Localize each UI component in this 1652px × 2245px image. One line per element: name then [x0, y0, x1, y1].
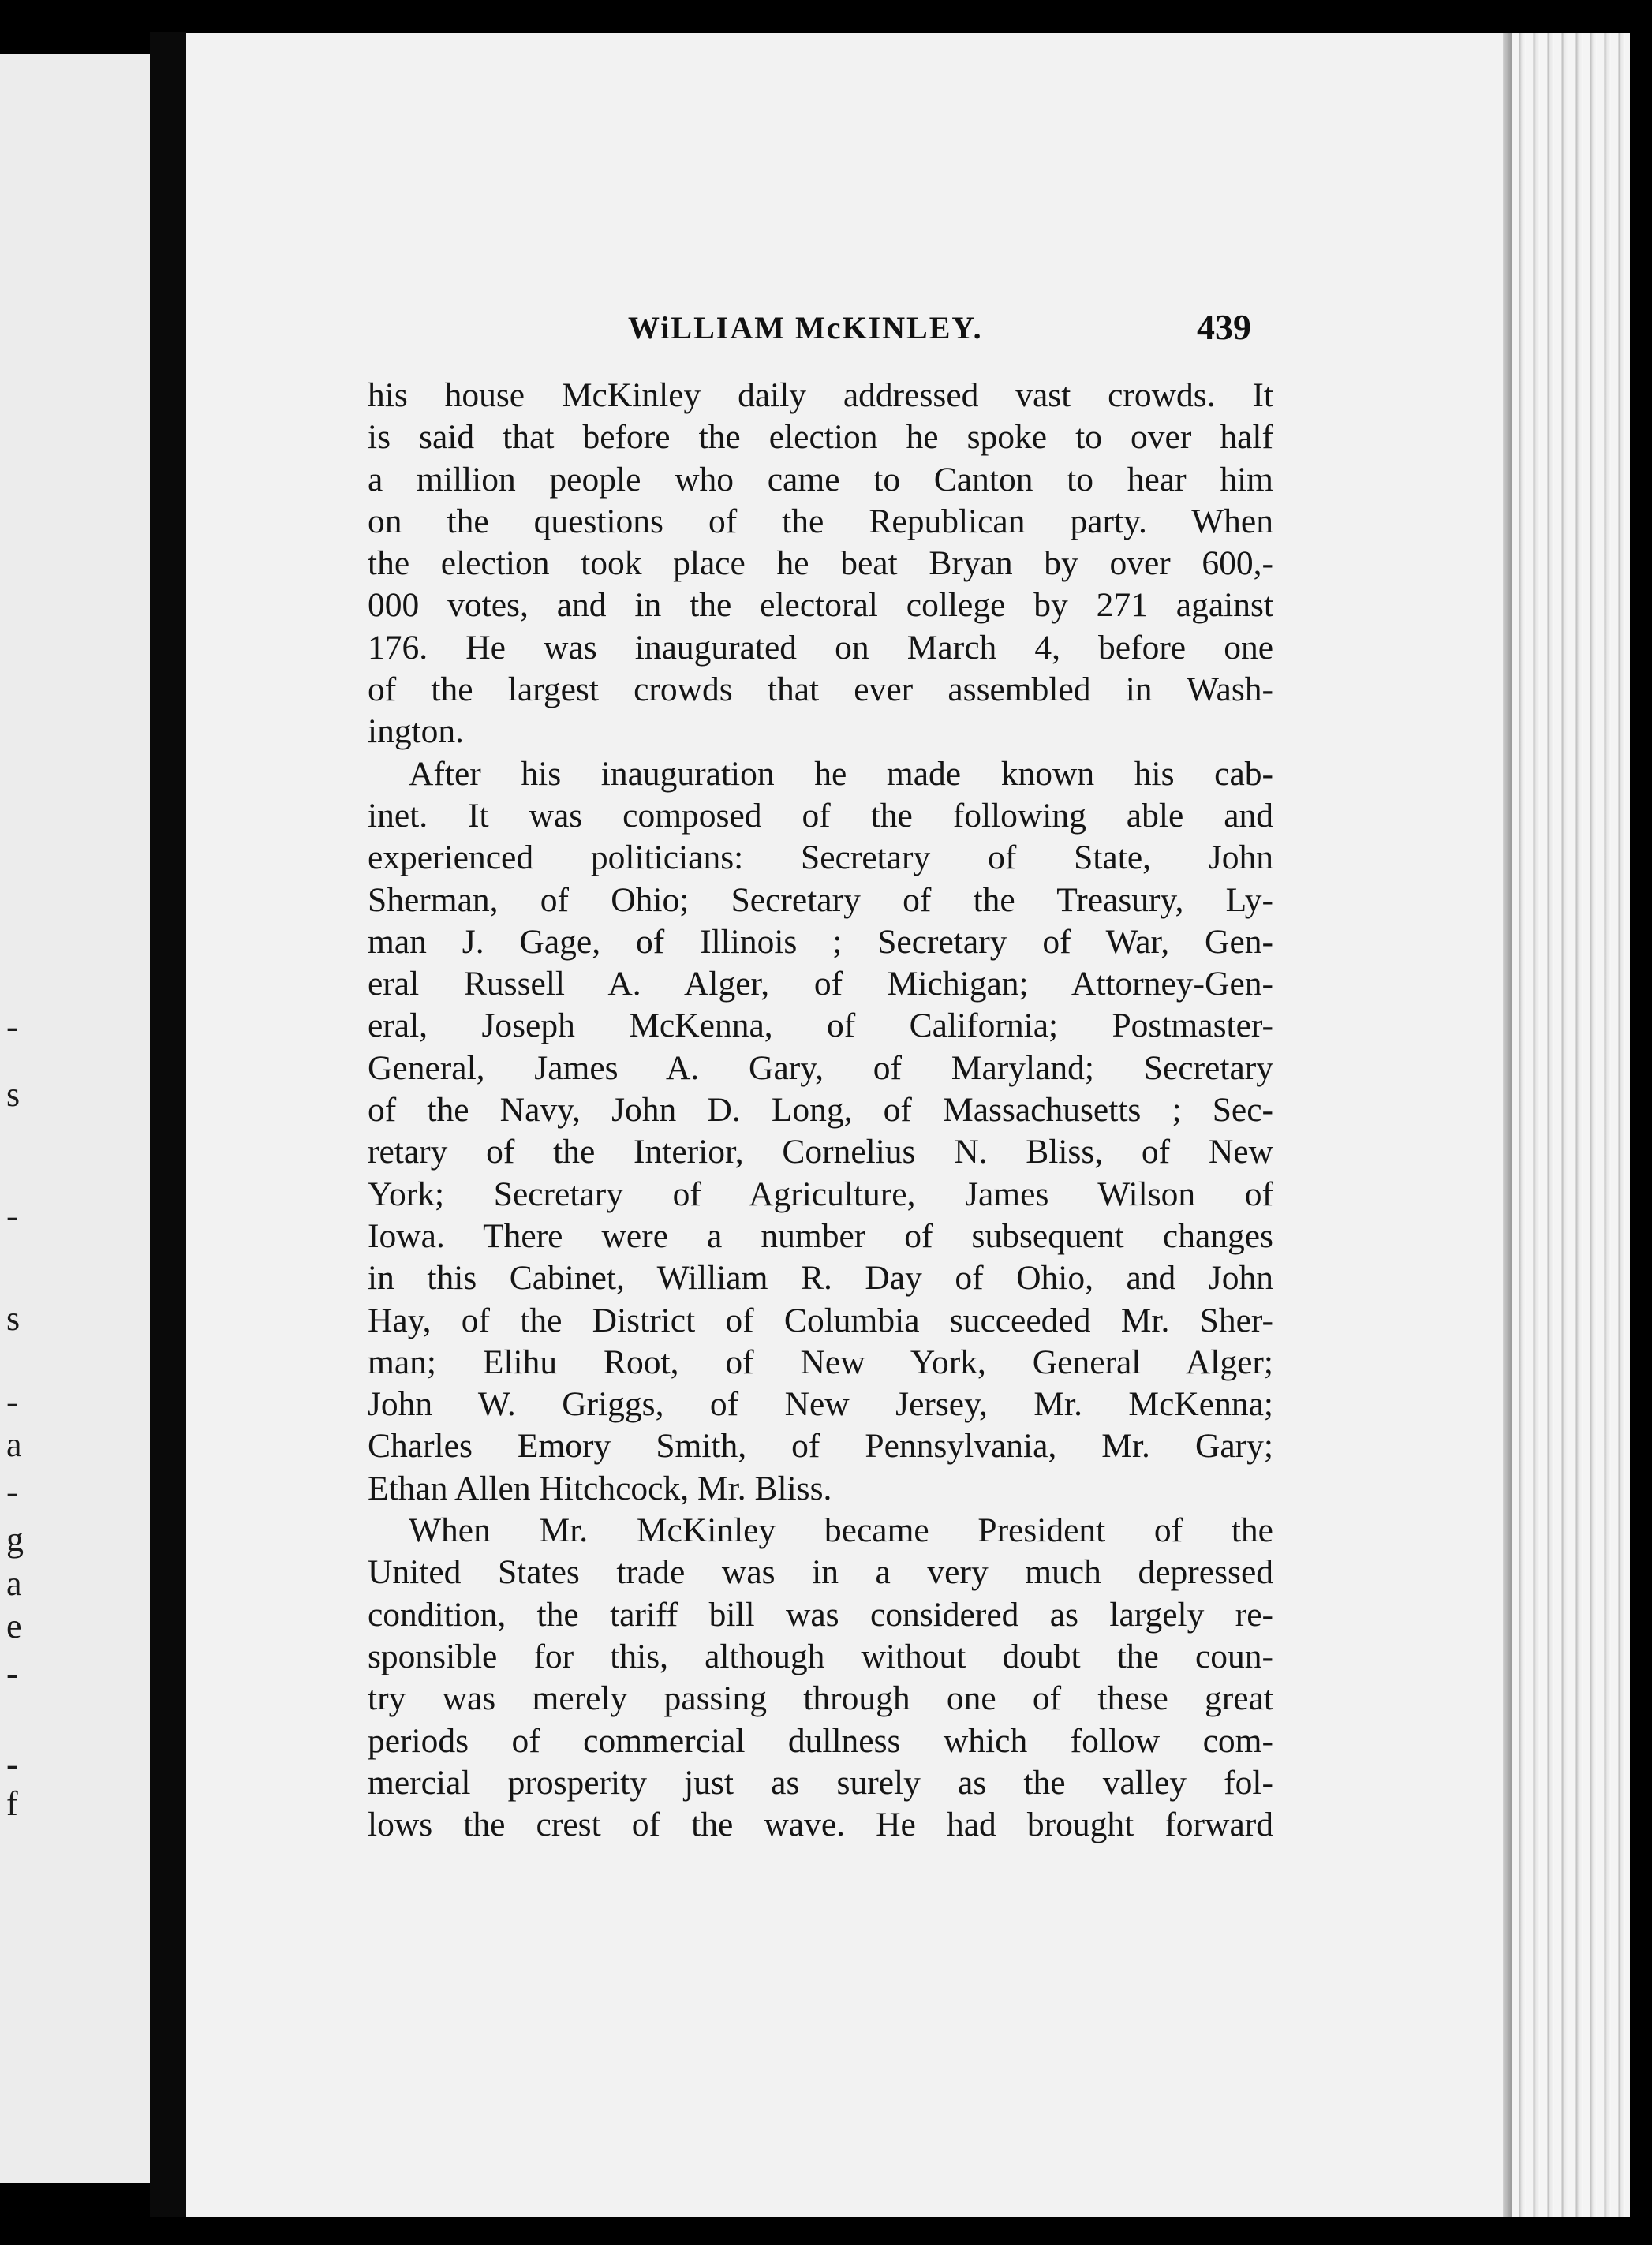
facing-page-mark: - — [6, 1745, 18, 1784]
facing-page-mark: f — [6, 1784, 18, 1823]
text-line: try was merely passing through one of these great — [368, 1679, 1273, 1718]
facing-page-mark: - — [6, 1197, 18, 1235]
text-line: periods of commercial dullness which follow com- — [368, 1721, 1273, 1760]
text-line: Ethan Allen Hitchcock, Mr. Bliss. — [368, 1469, 832, 1507]
text-line: man; Elihu Root, of New York, General Alger; — [368, 1343, 1273, 1381]
text-line: Hay, of the District of Columbia succeeded Mr. Sher- — [368, 1301, 1273, 1339]
facing-page-mark: - — [6, 1473, 18, 1511]
text-line: United States trade was in a very much depressed — [368, 1553, 1273, 1592]
facing-page-mark: a — [6, 1425, 22, 1464]
text-line: When Mr. McKinley became President of the — [409, 1511, 1273, 1550]
paragraph-2 — [368, 753, 1273, 1510]
text-line: experienced politicians: Secretary of State, John — [368, 839, 1273, 877]
text-line: Iowa. There were a number of subsequent changes — [368, 1216, 1273, 1255]
text-line: lows the crest of the wave. He had brought forward — [368, 1806, 1273, 1844]
facing-page-mark: s — [6, 1299, 21, 1338]
text-line: of the largest crowds that ever assembled in Wash- — [368, 671, 1273, 709]
text-line: 000 votes, and in the electoral college by 271 against — [368, 586, 1273, 625]
page-number: 439 — [1197, 307, 1251, 347]
page-header — [368, 309, 1251, 357]
text-line: eral, Joseph McKenna, of California; Postmaster- — [368, 1007, 1273, 1045]
paragraph-1 — [368, 375, 1273, 753]
text-line: Sherman, of Ohio; Secretary of the Treasury, Ly- — [368, 880, 1273, 919]
text-line: mercial prosperity just as surely as the valley fol- — [368, 1763, 1273, 1802]
text-line: John W. Griggs, of New Jersey, Mr. McKenna; — [368, 1385, 1273, 1424]
facing-page-mark: - — [6, 1007, 18, 1046]
facing-page-mark: g — [6, 1520, 24, 1559]
page-stack-edges — [1512, 33, 1630, 2217]
text-line: Charles Emory Smith, of Pennsylvania, Mr. Gary; — [368, 1427, 1273, 1466]
text-line: ington. — [368, 712, 465, 751]
facing-page-mark: a — [6, 1564, 22, 1603]
text-line: his house McKinley daily addressed vast crowds. It — [368, 376, 1273, 414]
text-line: General, James A. Gary, of Maryland; Secretary — [368, 1048, 1273, 1087]
text-line: inet. It was composed of the following able and — [368, 796, 1273, 835]
book-gutter — [150, 32, 186, 2217]
text-line: man J. Gage, of Illinois ; Secretary of War, Gen- — [368, 922, 1273, 961]
facing-page-mark: - — [6, 1383, 18, 1421]
text-line: is said that before the election he spoke to over half — [368, 418, 1273, 457]
text-line: in this Cabinet, William R. Day of Ohio, and John — [368, 1259, 1273, 1298]
text-line: eral Russell A. Alger, of Michigan; Attorney-Gen- — [368, 965, 1273, 1003]
text-line: 176. He was inaugurated on March 4, before one — [368, 628, 1273, 667]
facing-page-mark: s — [6, 1075, 21, 1114]
text-line: sponsible for this, although without doubt the coun- — [368, 1637, 1273, 1675]
text-line: on the questions of the Republican party. When — [368, 502, 1273, 540]
facing-page-mark: e — [6, 1607, 22, 1645]
text-line: After his inauguration he made known his cab- — [409, 754, 1273, 793]
paragraph-3 — [368, 1510, 1273, 1846]
text-line: of the Navy, John D. Long, of Massachusetts ; Sec- — [368, 1091, 1273, 1130]
text-line: York; Secretary of Agriculture, James Wilson of — [368, 1175, 1273, 1213]
text-line: condition, the tariff bill was considered as largely re- — [368, 1595, 1273, 1634]
facing-page-marks — [6, 1007, 30, 1846]
text-line: retary of the Interior, Cornelius N. Bliss, of New — [368, 1133, 1273, 1171]
facing-page-mark: - — [6, 1654, 18, 1693]
body-text — [368, 375, 1273, 1846]
text-line: the election took place he beat Bryan by over 600,- — [368, 544, 1273, 583]
text-line: a million people who came to Canton to hear him — [368, 460, 1273, 499]
running-head: WiLLIAM McKINLEY. — [628, 310, 983, 346]
